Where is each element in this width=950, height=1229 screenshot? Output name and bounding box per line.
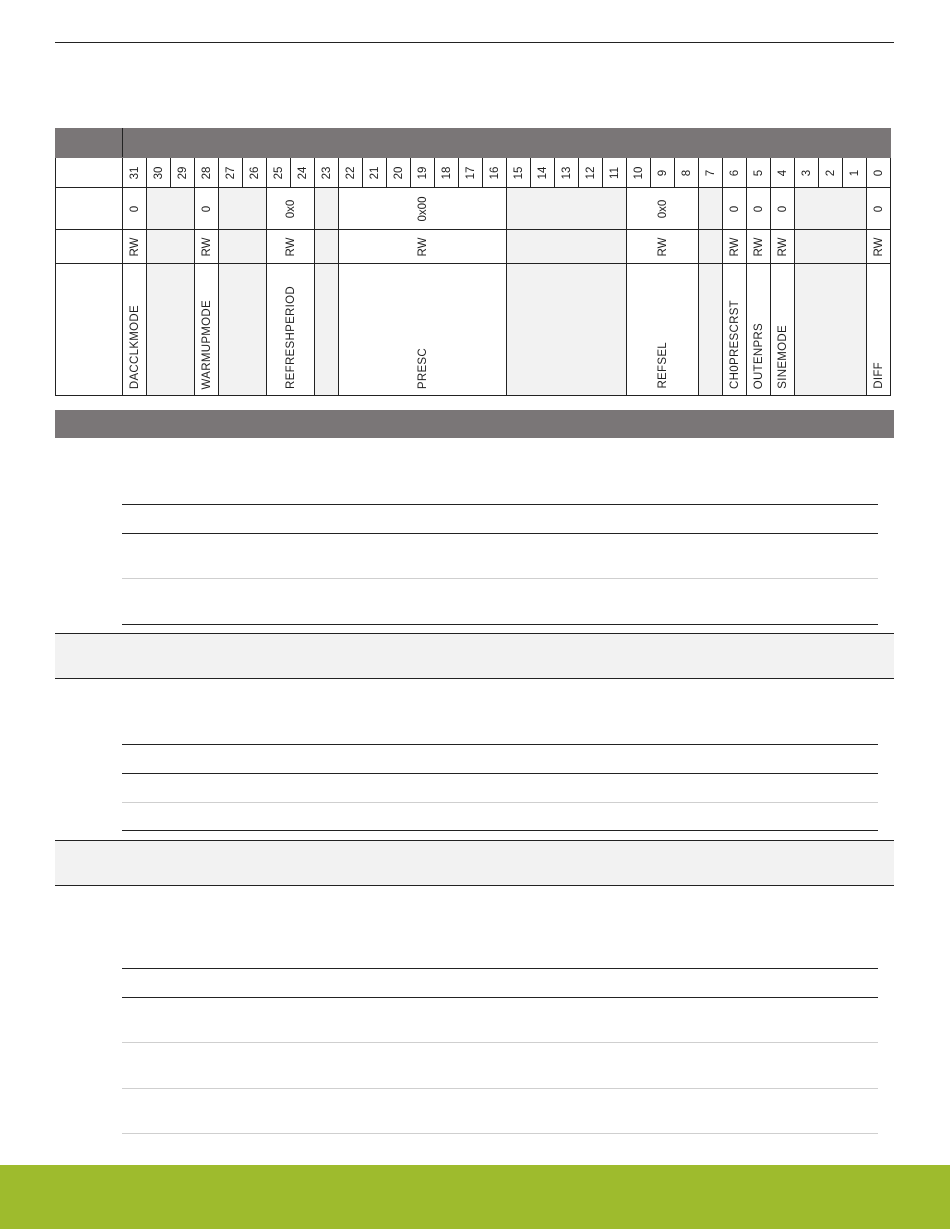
access-reserved — [507, 230, 627, 264]
bit-cell: 27 — [219, 158, 243, 188]
bit-cell: 19 — [411, 158, 435, 188]
field-reserved — [795, 264, 867, 396]
access-diff: RW — [867, 230, 891, 264]
access-reserved — [315, 230, 339, 264]
access-row-label — [56, 230, 123, 264]
bit-cell: 8 — [675, 158, 699, 188]
access-warmupmode: RW — [195, 230, 219, 264]
bit-row-label — [56, 158, 123, 188]
reset-presc: 0x00 — [339, 188, 507, 230]
enum-table-rule — [122, 1042, 878, 1043]
reset-reserved — [795, 188, 867, 230]
register-bit-table — [55, 128, 891, 396]
bit-cell: 22 — [339, 158, 363, 188]
bit-cell: 21 — [363, 158, 387, 188]
header-fill-cell — [123, 129, 891, 158]
reserved-description-row — [55, 840, 894, 885]
enum-table-rule — [122, 802, 878, 803]
bit-cell: 13 — [555, 158, 579, 188]
enum-table-rule — [122, 1088, 878, 1089]
access-sinemode: RW — [771, 230, 795, 264]
access-outenprs: RW — [747, 230, 771, 264]
reserved-description-row — [55, 633, 894, 678]
bit-cell: 31 — [123, 158, 147, 188]
top-rule — [55, 42, 894, 43]
reset-outenprs: 0 — [747, 188, 771, 230]
bit-cell: 23 — [315, 158, 339, 188]
bit-cell: 29 — [171, 158, 195, 188]
bit-cell: 18 — [435, 158, 459, 188]
access-refsel: RW — [627, 230, 699, 264]
bit-cell: 4 — [771, 158, 795, 188]
reset-refsel: 0x0 — [627, 188, 699, 230]
field-reserved — [507, 264, 627, 396]
bit-cell: 9 — [651, 158, 675, 188]
field-reserved — [699, 264, 723, 396]
section-rule — [55, 840, 894, 841]
bit-cell: 11 — [603, 158, 627, 188]
section-rule — [55, 678, 894, 679]
access-refreshperiod: RW — [267, 230, 315, 264]
bit-cell: 3 — [795, 158, 819, 188]
register-header-row — [56, 129, 891, 158]
field-diff: DIFF — [867, 264, 891, 396]
bit-cell: 25 — [267, 158, 291, 188]
access-reserved — [699, 230, 723, 264]
reset-warmupmode: 0 — [195, 188, 219, 230]
bit-number-row — [56, 158, 891, 188]
field-name-row — [56, 264, 891, 396]
access-ch0prescrst: RW — [723, 230, 747, 264]
bit-cell: 30 — [147, 158, 171, 188]
reset-refreshperiod: 0x0 — [267, 188, 315, 230]
reset-dacclkmode: 0 — [123, 188, 147, 230]
bit-cell: 14 — [531, 158, 555, 188]
reset-ch0prescrst: 0 — [723, 188, 747, 230]
section-rule — [55, 633, 894, 634]
page-footer-band — [0, 1165, 950, 1229]
reset-reserved — [315, 188, 339, 230]
bit-cell: 24 — [291, 158, 315, 188]
reset-sinemode: 0 — [771, 188, 795, 230]
enum-table-rule — [122, 578, 878, 579]
reset-diff: 0 — [867, 188, 891, 230]
enum-table-rule — [122, 997, 878, 998]
access-presc: RW — [339, 230, 507, 264]
field-ch0prescrst: CH0PRESCRST — [723, 264, 747, 396]
field-presc: PRESC — [339, 264, 507, 396]
enum-table-rule — [122, 624, 878, 625]
reset-row-label — [56, 188, 123, 230]
enum-table-rule — [122, 504, 878, 505]
bit-cell: 5 — [747, 158, 771, 188]
reset-reserved — [219, 188, 267, 230]
bit-cell: 2 — [819, 158, 843, 188]
bit-cell: 15 — [507, 158, 531, 188]
enum-table-rule — [122, 968, 878, 969]
bit-cell: 1 — [843, 158, 867, 188]
access-reserved — [795, 230, 867, 264]
enum-table-rule — [122, 830, 878, 831]
bit-cell: 20 — [387, 158, 411, 188]
field-reserved — [147, 264, 195, 396]
bit-cell: 6 — [723, 158, 747, 188]
field-warmupmode: WARMUPMODE — [195, 264, 219, 396]
access-reserved — [219, 230, 267, 264]
bit-cell: 0 — [867, 158, 891, 188]
field-sinemode: SINEMODE — [771, 264, 795, 396]
bit-cell: 7 — [699, 158, 723, 188]
field-outenprs: OUTENPRS — [747, 264, 771, 396]
reset-reserved — [699, 188, 723, 230]
field-refsel: REFSEL — [627, 264, 699, 396]
bit-cell: 28 — [195, 158, 219, 188]
access-reserved — [147, 230, 195, 264]
reset-reserved — [507, 188, 627, 230]
field-reserved — [315, 264, 339, 396]
name-row-label — [56, 264, 123, 396]
enum-table-rule — [122, 773, 878, 774]
field-refreshperiod: REFRESHPERIOD — [267, 264, 315, 396]
field-reserved — [219, 264, 267, 396]
description-table-header — [55, 410, 894, 438]
header-label-cell — [56, 129, 123, 158]
enum-table-rule — [122, 744, 878, 745]
enum-table-rule — [122, 1133, 878, 1134]
bit-cell: 26 — [243, 158, 267, 188]
access-dacclkmode: RW — [123, 230, 147, 264]
bit-cell: 17 — [459, 158, 483, 188]
access-row — [56, 230, 891, 264]
field-dacclkmode: DACCLKMODE — [123, 264, 147, 396]
reset-value-row — [56, 188, 891, 230]
enum-table-rule — [122, 533, 878, 534]
bit-cell: 10 — [627, 158, 651, 188]
section-rule — [55, 885, 894, 886]
reset-reserved — [147, 188, 195, 230]
bit-cell: 12 — [579, 158, 603, 188]
bit-cell: 16 — [483, 158, 507, 188]
